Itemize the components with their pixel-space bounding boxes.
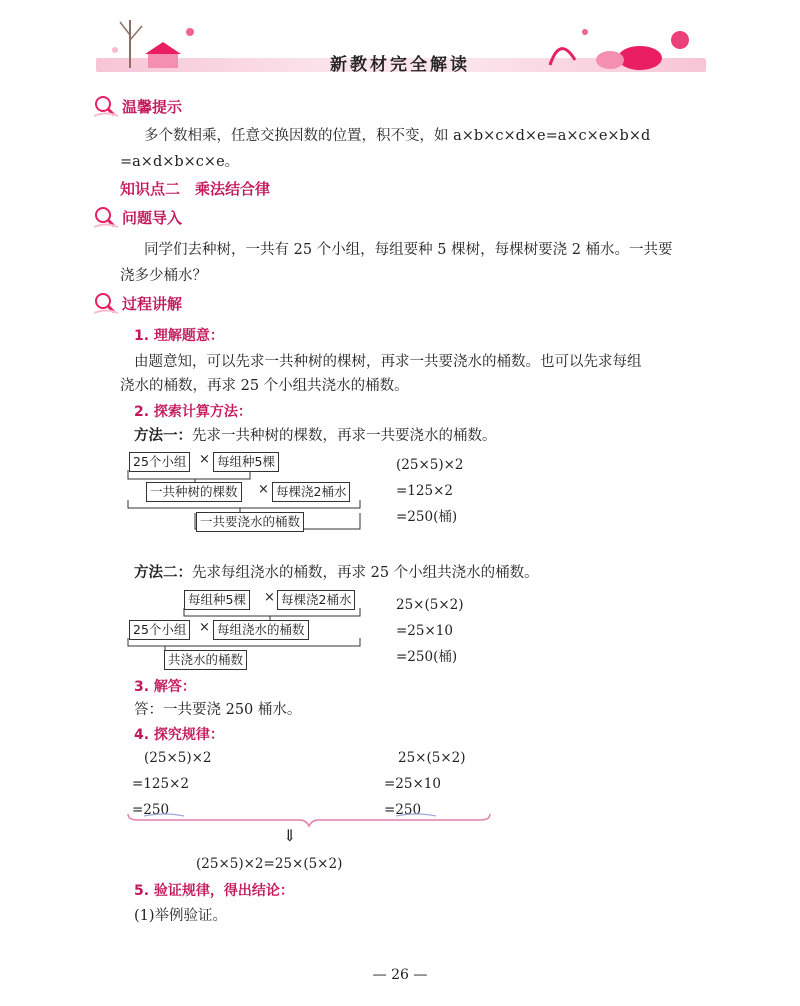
process-heading: 过程讲解	[122, 295, 183, 313]
diagram-box: 一共要浇水的桶数	[196, 512, 304, 532]
hint-line-1: 多个数相乘，任意交换因数的位置，积不变，如 a×b×c×d×e=a×c×e×b×d	[144, 128, 651, 144]
diagram-box: 每棵浇2桶水	[272, 482, 350, 502]
calc-line: (25×5)×2	[396, 457, 464, 473]
magnifier-icon	[92, 205, 120, 229]
step-4-title: 4. 探究规律：	[134, 727, 224, 743]
knowledge-point-title: 知识点二 乘法结合律	[120, 180, 271, 198]
diagram-box: 每组种5棵	[184, 590, 250, 610]
calc-line: =250(桶)	[396, 509, 458, 525]
magnifier-icon	[92, 291, 120, 315]
rule-brace	[124, 808, 494, 828]
times-sign: ×	[199, 452, 210, 467]
hint-line-2: =a×d×b×c×e。	[120, 154, 240, 170]
calc-line: =250(桶)	[396, 649, 458, 665]
method-2-text: 先求每组浇水的桶数，再求 25 个小组共浇水的桶数。	[192, 565, 539, 581]
calc-line: =25×10	[396, 623, 453, 639]
intro-line-1: 同学们去种树，一共有 25 个小组，每组要种 5 棵树，每棵树要浇 2 桶水。一共要	[144, 242, 673, 258]
step-1-title: 1. 理解题意：	[134, 328, 224, 344]
step-5-title: 5. 验证规律，得出结论：	[134, 883, 294, 899]
rule-left-line: =250	[132, 802, 170, 818]
calc-line: 25×(5×2)	[396, 597, 464, 613]
rule-right-line: 25×(5×2)	[398, 750, 466, 766]
method-1-label: 方法一：	[134, 428, 192, 444]
rule-right-line: =250	[384, 802, 422, 818]
rule-left-line: (25×5)×2	[144, 750, 212, 766]
intro-heading: 问题导入	[122, 209, 183, 227]
rule-right-line: =25×10	[384, 776, 441, 792]
hint-heading: 温馨提示	[122, 98, 183, 116]
step-1-line-2: 浇水的桶数，再求 25 个小组共浇水的桶数。	[120, 378, 409, 394]
diagram-box: 每组浇水的桶数	[213, 620, 309, 640]
diagram-box: 一共种树的棵数	[146, 482, 242, 502]
step-5-line-1: (1)举例验证。	[134, 908, 228, 924]
times-sign: ×	[264, 590, 275, 605]
times-sign: ×	[258, 482, 269, 497]
rule-result: (25×5)×2=25×(5×2)	[196, 856, 343, 872]
diagram-box: 共浇水的桶数	[164, 650, 247, 670]
down-arrow-icon: ⇓	[283, 826, 297, 845]
intro-line-2: 浇多少桶水？	[120, 268, 207, 284]
method-1-line	[134, 424, 497, 448]
diagram-box: 25个小组	[129, 452, 190, 472]
step-2-title: 2. 探索计算方法：	[134, 404, 252, 420]
method-2-line	[134, 561, 539, 585]
magnifier-icon	[92, 94, 120, 118]
page-number: — 26 —	[372, 967, 428, 983]
method-2-label: 方法二：	[134, 565, 192, 581]
header-title: 新教材完全解读	[330, 55, 470, 75]
step-3-title: 3. 解答：	[134, 679, 196, 695]
method-1-text: 先求一共种树的棵数，再求一共要浇水的桶数。	[192, 428, 497, 444]
diagram-box: 每棵浇2桶水	[277, 590, 355, 610]
times-sign: ×	[199, 620, 210, 635]
diagram-box: 25个小组	[129, 620, 190, 640]
diagram-box: 每组种5棵	[213, 452, 279, 472]
step-1-line-1: 由题意知，可以先求一共种树的棵树，再求一共要浇水的桶数。也可以先求每组	[134, 354, 642, 370]
calc-line: =125×2	[396, 483, 453, 499]
rule-left-line: =125×2	[132, 776, 189, 792]
step-3-answer: 答：一共要浇 250 桶水。	[134, 702, 302, 718]
